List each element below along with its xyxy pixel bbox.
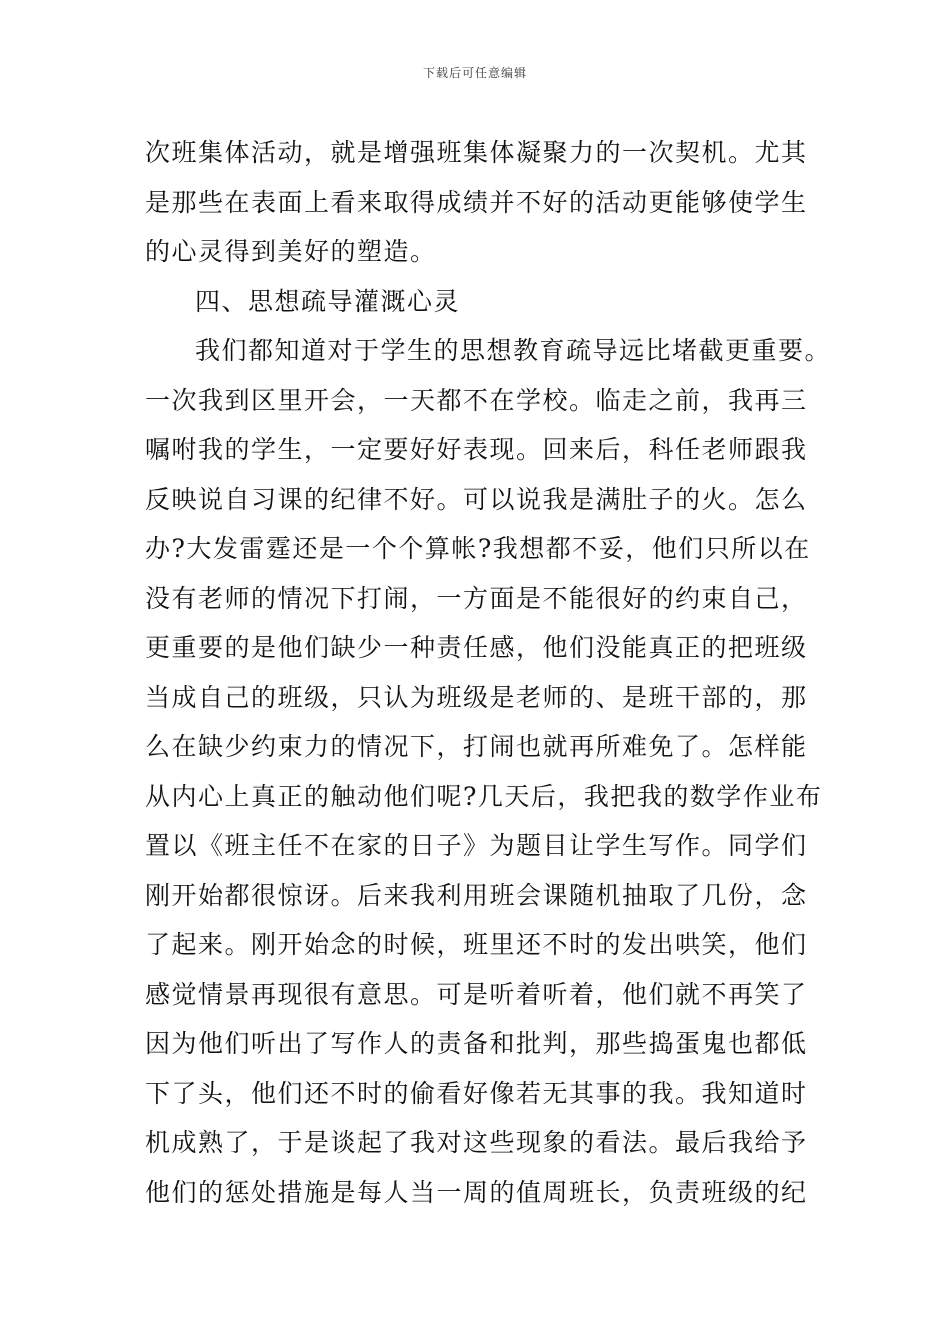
text-line: 没有老师的情况下打闹，一方面是不能很好的约束自己， [145, 583, 808, 613]
text-line: 从内心上真正的触动他们呢?几天后，我把我的数学作业布 [145, 781, 823, 811]
text-line: 么在缺少约束力的情况下，打闹也就再所难免了。怎样能 [145, 732, 808, 761]
text-line: 当成自己的班级，只认为班级是老师的、是班干部的，那 [145, 682, 808, 712]
paragraph-first-line: 我们都知道对于学生的思想教育疏导远比堵截更重要。 [195, 336, 832, 365]
text-line: 因为他们听出了写作人的责备和批判，那些捣蛋鬼也都低 [145, 1029, 808, 1058]
text-line: 办?大发雷霆还是一个个算帐?我想都不妥，他们只所以在 [145, 534, 811, 563]
text-line: 的心灵得到美好的塑造。 [145, 237, 437, 266]
page-header: 下载后可任意编辑 [422, 66, 527, 80]
text-line: 感觉情景再现很有意思。可是听着听着，他们就不再笑了 [145, 979, 808, 1009]
document-body [145, 128, 832, 1217]
text-line: 了起来。刚开始念的时候，班里还不时的发出哄笑，他们 [145, 930, 808, 959]
text-line: 更重要的是他们缺少一种责任感，他们没能真正的把班级 [145, 633, 808, 662]
text-line: 是那些在表面上看来取得成绩并不好的活动更能够使学生 [145, 187, 808, 217]
text-line: 他们的惩处措施是每人当一周的值周班长，负责班级的纪 [145, 1177, 808, 1207]
text-line: 反映说自习课的纪律不好。可以说我是满肚子的火。怎么 [145, 484, 808, 514]
text-line: 刚开始都很惊讶。后来我利用班会课随机抽取了几份，念 [145, 880, 808, 910]
text-line: 次班集体活动，就是增强班集体凝聚力的一次契机。尤其 [145, 138, 808, 167]
text-line: 嘱咐我的学生，一定要好好表现。回来后，科任老师跟我 [145, 435, 808, 464]
section-heading: 四、思想疏导灌溉心灵 [195, 286, 461, 316]
text-line: 置以《班主任不在家的日子》为题目让学生写作。同学们 [145, 831, 808, 860]
text-line: 一次我到区里开会，一天都不在学校。临走之前，我再三 [145, 385, 808, 415]
text-line: 机成熟了，于是谈起了我对这些现象的看法。最后我给予 [145, 1128, 808, 1157]
text-line: 下了头，他们还不时的偷看好像若无其事的我。我知道时 [145, 1078, 808, 1108]
